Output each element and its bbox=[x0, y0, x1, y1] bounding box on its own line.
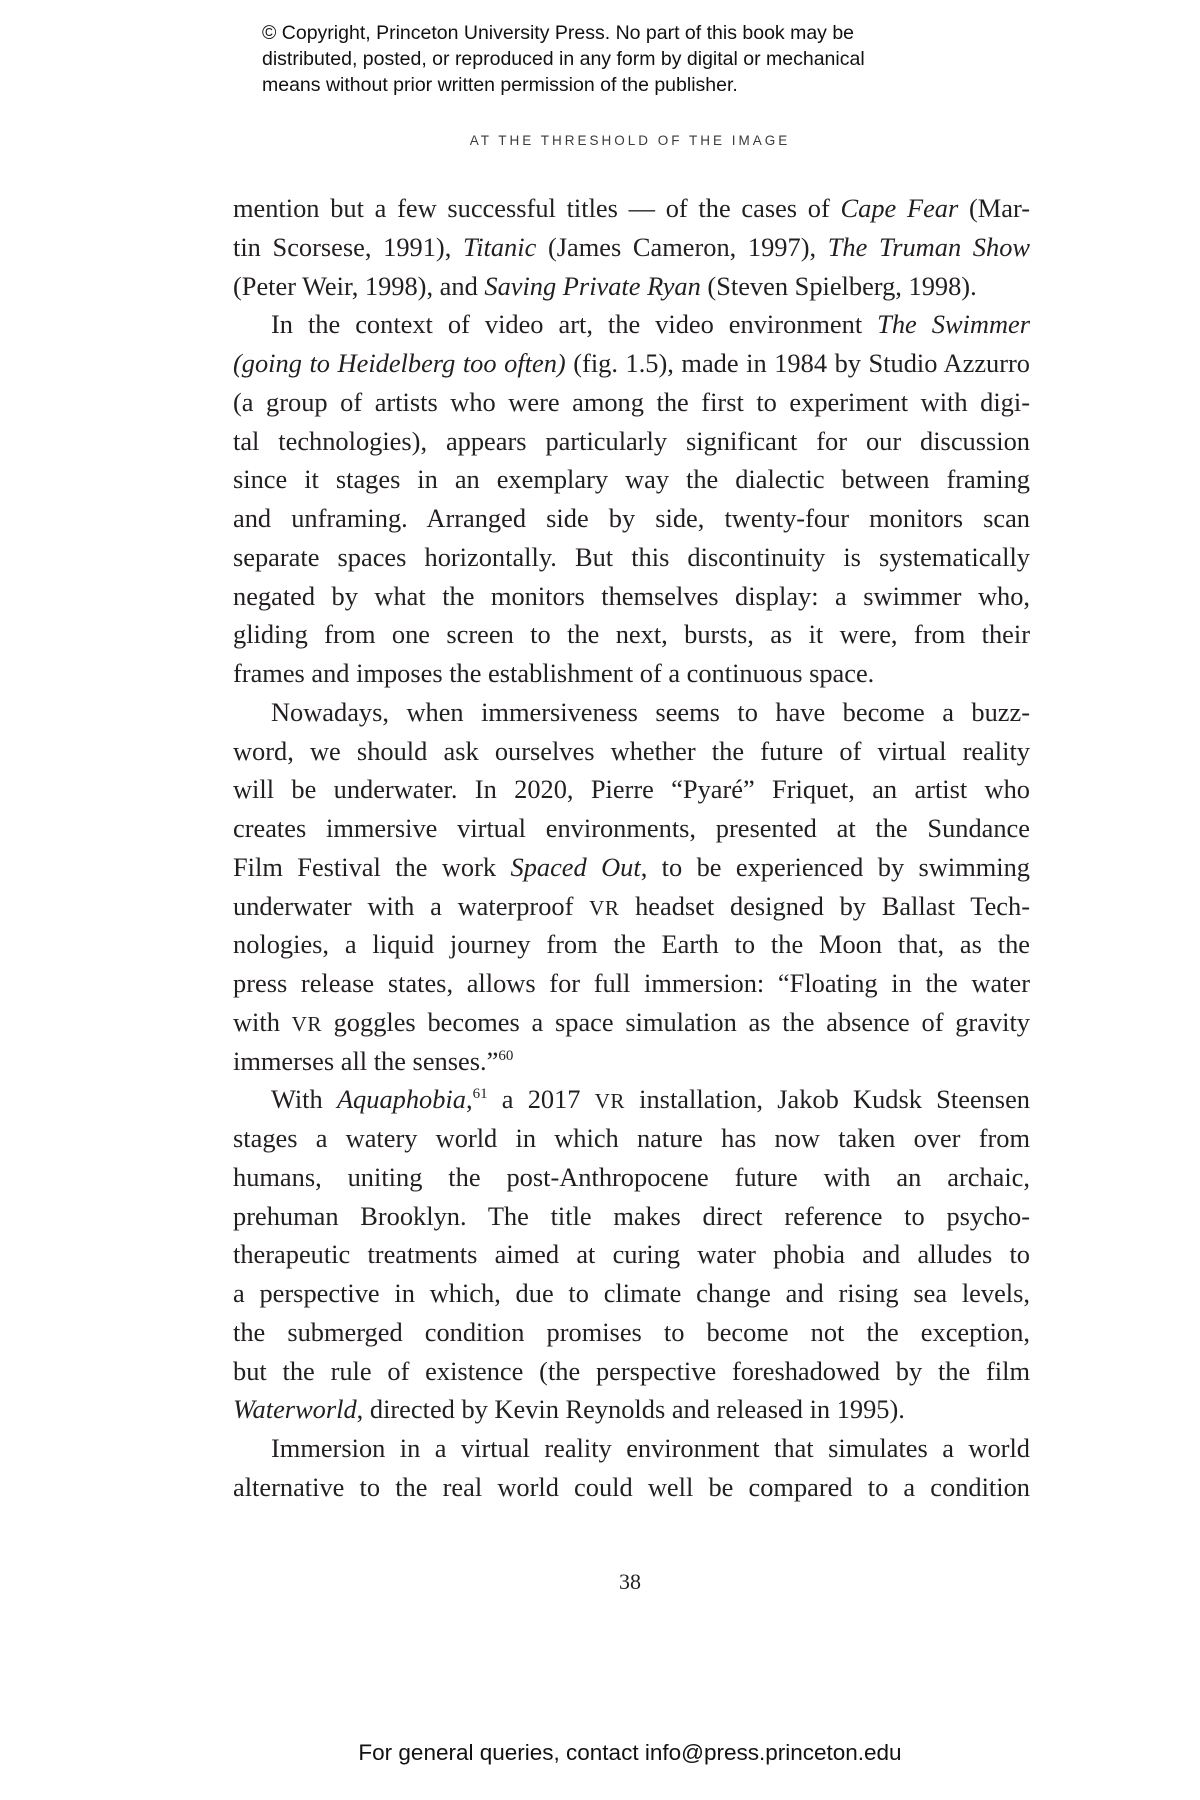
text-segment: headset designed by Ballast Tech- bbox=[619, 890, 1030, 921]
text-segment: humans, uniting the post-Anthropocene future with an archaic, bbox=[233, 1161, 1030, 1192]
text-line bbox=[233, 848, 1030, 887]
text-line bbox=[233, 460, 1030, 499]
text-segment: since it stages in an exemplary way the dialectic between framing bbox=[233, 464, 1030, 495]
text-line bbox=[233, 538, 1030, 577]
text-line bbox=[233, 499, 1030, 538]
text-segment: With bbox=[271, 1084, 337, 1115]
text-line bbox=[233, 1158, 1030, 1197]
text-line bbox=[233, 1042, 1030, 1081]
text-segment: Cape Fear bbox=[840, 193, 959, 223]
text-line bbox=[233, 1313, 1030, 1352]
text-segment: tal technologies), appears particularly significant for our discussion bbox=[233, 425, 1030, 456]
text-line bbox=[233, 809, 1030, 848]
text-line bbox=[233, 770, 1030, 809]
text-segment: frames and imposes the establishment of a continuous space. bbox=[233, 658, 875, 688]
text-segment: installation, Jakob Kudsk Steensen bbox=[624, 1084, 1030, 1115]
text-line bbox=[233, 1429, 1030, 1468]
text-line bbox=[233, 1197, 1030, 1236]
text-segment: underwater with a waterproof bbox=[233, 890, 590, 921]
text-line bbox=[233, 925, 1030, 964]
text-segment: Nowadays, when immersiveness seems to have become a buzz- bbox=[271, 696, 1030, 727]
text-segment: 60 bbox=[498, 1047, 514, 1064]
text-segment: but the rule of existence (the perspective foreshadowed by the film bbox=[233, 1355, 1030, 1386]
text-line bbox=[233, 732, 1030, 771]
text-segment: Titanic bbox=[462, 231, 537, 262]
text-line bbox=[233, 1468, 1030, 1507]
text-segment: alternative to the real world could well be compared to a condition bbox=[233, 1471, 1030, 1502]
text-segment: , bbox=[465, 1084, 473, 1115]
text-segment: VR bbox=[594, 1089, 625, 1114]
text-segment: (a group of artists who were among the first to experiment with digi- bbox=[233, 386, 1030, 417]
copyright-line: means without prior written permission of the publisher. bbox=[262, 74, 738, 96]
text-line bbox=[233, 654, 1030, 693]
text-line bbox=[233, 1003, 1030, 1042]
text-segment: word, we should ask ourselves whether the future of virtual reality bbox=[233, 735, 1030, 766]
text-segment: gliding from one screen to the next, bursts, as it were, from their bbox=[233, 619, 1030, 650]
body-text bbox=[233, 189, 1030, 1507]
text-line bbox=[233, 1390, 1030, 1429]
text-segment: with bbox=[233, 1006, 292, 1037]
text-segment: a 2017 bbox=[487, 1084, 595, 1115]
text-line bbox=[233, 344, 1030, 383]
text-line bbox=[233, 267, 1030, 306]
text-segment: the submerged condition promises to become not the exception, bbox=[233, 1316, 1030, 1347]
text-segment: Immersion in a virtual reality environment that simulates a world bbox=[271, 1433, 1030, 1463]
text-segment: negated by what the monitors themselves display: a swimmer who, bbox=[233, 580, 1030, 611]
text-segment: (Steven Spielberg, 1998). bbox=[700, 270, 977, 301]
text-segment: , directed by Kevin Reynolds and released in 1995). bbox=[356, 1394, 905, 1425]
text-segment: stages a watery world in which nature has now taken over from bbox=[233, 1123, 1030, 1153]
text-segment: (Peter Weir, 1998), and bbox=[233, 270, 485, 301]
text-segment: (Mar- bbox=[958, 193, 1030, 223]
text-segment: goggles becomes a space simulation as the absence of gravity bbox=[321, 1006, 1030, 1037]
text-line bbox=[233, 887, 1030, 926]
copyright-line: distributed, posted, or reproduced in any form by digital or mechanical bbox=[262, 48, 865, 70]
text-line bbox=[233, 577, 1030, 616]
text-segment: separate spaces horizontally. But this discontinuity is systematically bbox=[233, 541, 1030, 572]
text-line bbox=[233, 383, 1030, 422]
text-line bbox=[233, 1274, 1030, 1313]
text-segment: prehuman Brooklyn. The title makes direct reference to psycho- bbox=[233, 1200, 1030, 1231]
text-segment: will be underwater. In 2020, Pierre “Pyaré” Friquet, an artist who bbox=[233, 774, 1030, 805]
text-segment: Film Festival the work bbox=[233, 851, 511, 882]
text-segment: 61 bbox=[472, 1086, 488, 1103]
text-segment: therapeutic treatments aimed at curing water phobia and alludes to bbox=[233, 1239, 1030, 1270]
text-segment: Spaced Out bbox=[510, 851, 641, 882]
text-segment: a perspective in which, due to climate change and rising sea levels, bbox=[233, 1278, 1030, 1308]
text-line bbox=[233, 305, 1030, 344]
text-segment: (going to Heidelberg too often) bbox=[233, 348, 566, 378]
text-segment: Aquaphobia bbox=[336, 1084, 466, 1115]
text-line bbox=[233, 693, 1030, 732]
text-line bbox=[233, 189, 1030, 228]
text-segment: and unframing. Arranged side by side, twenty-four monitors scan bbox=[233, 503, 1030, 533]
text-line bbox=[233, 964, 1030, 1003]
text-segment: (fig. 1.5), made in 1984 by Studio Azzurro bbox=[565, 348, 1030, 378]
text-line bbox=[233, 615, 1030, 654]
text-segment: press release states, allows for full immersion: “Floating in the water bbox=[233, 968, 1030, 998]
text-segment: tin Scorsese, 1991), bbox=[233, 231, 463, 262]
text-segment: creates immersive virtual environments, presented at the Sundance bbox=[233, 813, 1030, 843]
text-segment: The Swimmer bbox=[877, 309, 1030, 340]
copyright-line: © Copyright, Princeton University Press. No part of this book may be bbox=[262, 22, 855, 44]
page-number: 38 bbox=[619, 1569, 641, 1594]
text-line bbox=[233, 422, 1030, 461]
text-line bbox=[233, 228, 1030, 267]
text-line bbox=[233, 1352, 1030, 1391]
text-segment: VR bbox=[589, 895, 620, 920]
text-segment: nologies, a liquid journey from the Earth to the Moon that, as the bbox=[233, 929, 1030, 960]
text-line bbox=[233, 1119, 1030, 1158]
text-segment: mention but a few successful titles — of the cases of bbox=[233, 193, 841, 223]
text-segment: (James Cameron, 1997), bbox=[536, 231, 828, 262]
text-segment: immerses all the senses.” bbox=[233, 1045, 499, 1076]
text-segment: VR bbox=[291, 1011, 322, 1036]
text-line bbox=[233, 1080, 1030, 1119]
text-segment: Saving Private Ryan bbox=[484, 270, 701, 301]
text-segment: In the context of video art, the video environment bbox=[271, 309, 878, 340]
text-segment: , to be experienced by swimming bbox=[640, 851, 1030, 882]
running-head: AT THE THRESHOLD OF THE IMAGE bbox=[469, 133, 791, 148]
footer-contact: For general queries, contact info@press.princeton.edu bbox=[358, 1740, 902, 1765]
text-segment: The Truman Show bbox=[827, 231, 1030, 262]
text-segment: Waterworld bbox=[233, 1394, 357, 1425]
copyright-notice bbox=[262, 20, 962, 98]
text-line bbox=[233, 1235, 1030, 1274]
